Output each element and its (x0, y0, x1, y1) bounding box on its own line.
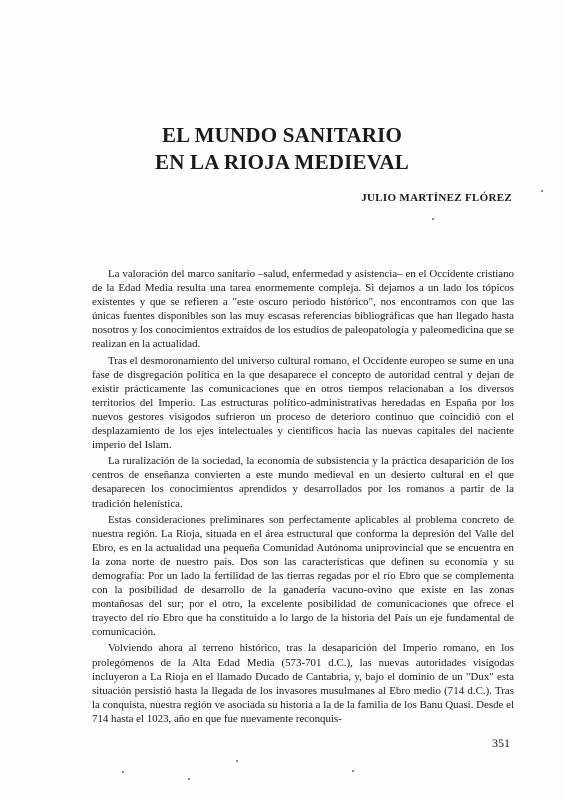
scan-speck (541, 190, 543, 192)
scan-speck (352, 770, 354, 772)
paragraph-5: Volviendo ahora al terreno histórico, tras la desaparición del Imperio romano, en los prolegómenos de la Alta Edad Media (573-701 d.C.), las nuevas autoridades visigodas incluyeron a La Rioja en el llamado Ducado de Cantabria, y, bajo el dominio de un "Dux" esta situación persistió hasta la llegada de los invasores musulmanes al Ebro medio (714 d.C.). Tras la conquista, nuestra región ve asociada su historia a la de la familia de los Banu Quasi. Desde el 714 hasta el 1023, año en que fue nuevamente reconquis- (92, 642, 514, 725)
article-title (0, 122, 564, 176)
scan-speck (236, 760, 238, 762)
author-name: JULIO MARTÍNEZ FLÓREZ (361, 192, 512, 204)
paragraph-2: Tras el desmoronamiento del universo cultural romano, el Occidente europeo se sume en una fase de disgregación política en la que desaparece el concepto de autoridad central y dejan de existir prácticamente las comunicaciones que en otros tiempos relacionaban a los diversos territorios del Imperio. Las estructuras político-administrativas heredadas en España por los nuevos gestores visigodos sufrieron un proceso de deterioro continuo que coincidió con el desplazamiento de los ejes intelectuales y científicos hacia las nuevas capitales del naciente imperio del Islam. (92, 354, 514, 452)
scan-speck (432, 218, 434, 220)
paragraph-4: Estas consideraciones preliminares son perfectamente aplicables al problema concreto de nuestra región. La Rioja, situada en el área estructural que conforma la depresión del Valle del Ebro, es en la actualidad una pequeña Comunidad Autónoma uniprovincial que se encuentra en la zona norte de nuestro país. Dos son las características que definen su economía y su demografía: Por un lado la fertilidad de las tierras regadas por el río Ebro que se complementa con la posibilidad de desarrollo de la ganadería vacuno-ovino que existe en las zonas montañosas del sur; por el otro, la excelente posibilidad de comunicaciones que ofrece el trayecto del río Ebro que ha constituido a lo largo de la historia del País un eje fundamental de comunicación. (92, 513, 514, 639)
page-number: 351 (492, 736, 510, 750)
article-body (92, 267, 514, 728)
paragraph-3: La ruralización de la sociedad, la economía de subsistencia y la práctica desaparición de los centros de enseñanza convierten a este mundo medieval en un desierto cultural en el que desaparecen los conocimientos aprendidos y desarrollados por los romanos a partir de la tradición helenística. (92, 455, 514, 510)
scan-speck (122, 771, 124, 773)
scan-speck (188, 778, 190, 780)
title-line-2: EN LA RIOJA MEDIEVAL (155, 150, 409, 174)
paragraph-1: La valoración del marco sanitario –salud, enfermedad y asistencia– en el Occidente cristiano de la Edad Media resulta una tarea enormemente compleja. Si dejamos a un lado los tópicos existentes y que se refieren a "este oscuro periodo histórico", nos encontramos con que las únicas fuentes disponibles son las muy escasas referencias bibliográficas que han llegado hasta nosotros y los conocimientos extraídos de los estudios de paleopatología y paleomedicina que se realizan en la actualidad. (92, 268, 514, 351)
title-line-1: EL MUNDO SANITARIO (161, 123, 403, 147)
